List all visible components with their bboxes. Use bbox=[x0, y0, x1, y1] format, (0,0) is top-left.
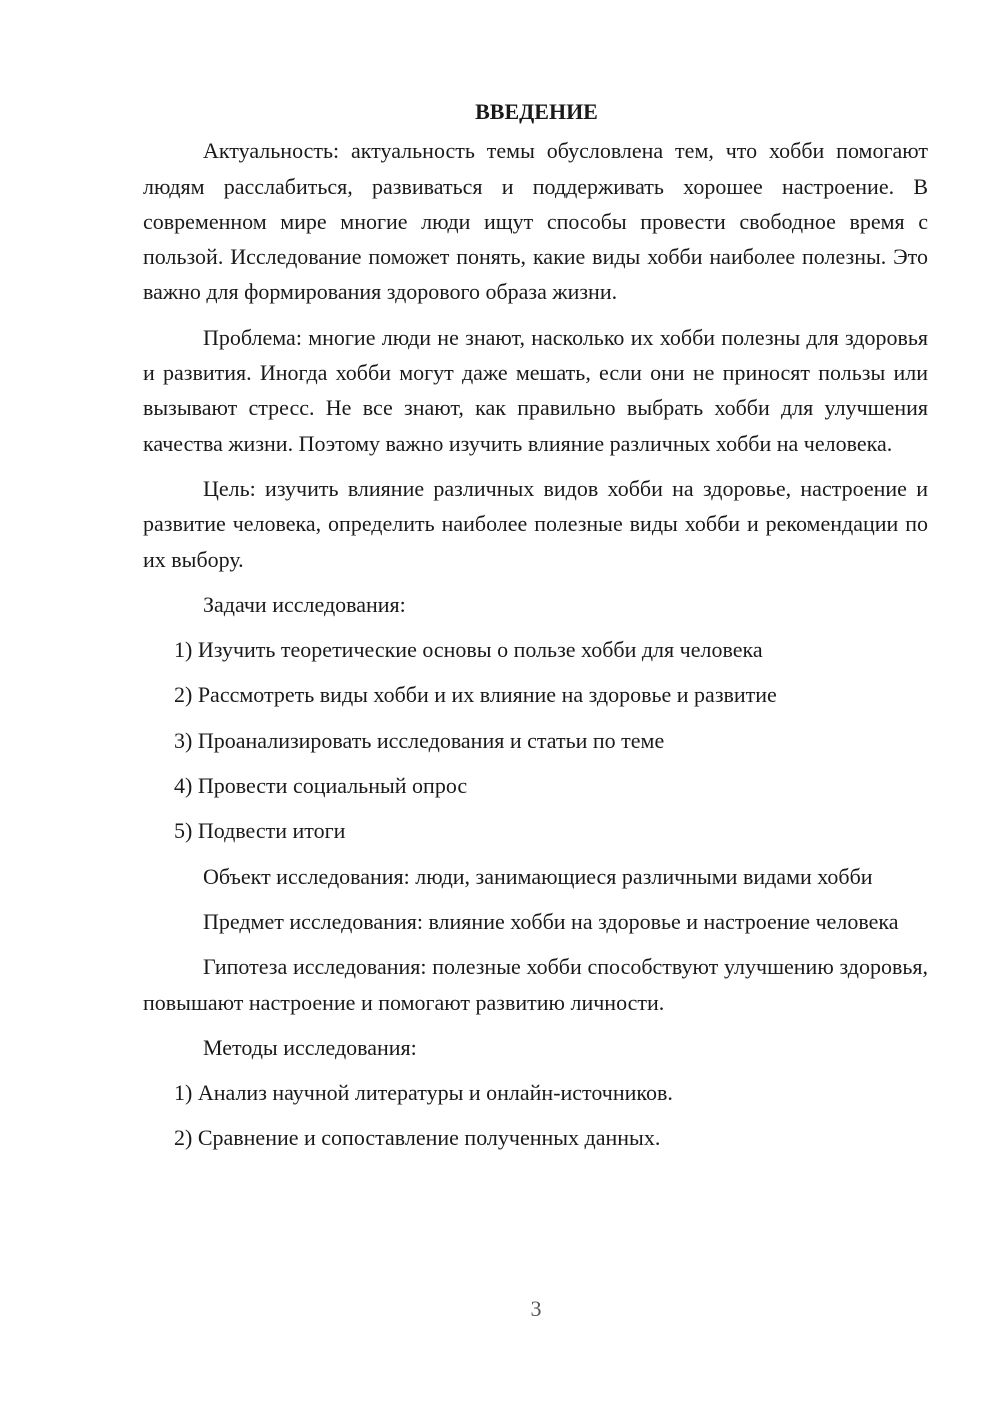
problem-paragraph: Проблема: многие люди не знают, насколько их хобби полезны для здоровья и развития. Иногда хобби могут даже мешать, если они не приносят пользы или вызывают стресс. Не все знают, как правильно выбрать хобби для улучшения качества жизни. Поэтому важно изучить влияние различных хобби на человека. bbox=[143, 324, 928, 456]
task-item: 1) Изучить теоретические основы о пользе хобби для человека bbox=[174, 637, 763, 663]
document-page bbox=[143, 94, 928, 1166]
hypothesis-paragraph: Гипотеза исследования: полезные хобби способствуют улучшению здоровья, повышают настроение и помогают развитию личности. bbox=[143, 954, 928, 1015]
task-item: 4) Провести социальный опрос bbox=[174, 773, 468, 799]
task-item: 3) Проанализировать исследования и статьи по теме bbox=[174, 727, 665, 753]
tasks-heading: Задачи исследования: bbox=[203, 591, 406, 617]
task-item: 2) Рассмотреть виды хобби и их влияние на здоровье и развитие bbox=[174, 682, 777, 708]
methods-heading: Методы исследования: bbox=[203, 1034, 417, 1060]
page-number: 3 bbox=[530, 1296, 542, 1321]
task-item: 5) Подвести итоги bbox=[174, 818, 346, 844]
method-item: 1) Анализ научной литературы и онлайн-источников. bbox=[174, 1080, 673, 1106]
goal-paragraph: Цель: изучить влияние различных видов хобби на здоровье, настроение и развитие человека, определить наиболее полезные виды хобби и рекомендации по их выбору. bbox=[143, 475, 928, 572]
method-item: 2) Сравнение и сопоставление полученных данных. bbox=[174, 1125, 661, 1151]
section-title: ВВЕДЕНИЕ bbox=[475, 99, 598, 124]
object-paragraph: Объект исследования: люди, занимающиеся различными видами хобби bbox=[203, 863, 873, 889]
subject-paragraph: Предмет исследования: влияние хобби на здоровье и настроение человека bbox=[203, 908, 899, 934]
relevance-paragraph: Актуальность: актуальность темы обусловлена тем, что хобби помогают людям расслабиться, развиваться и поддерживать хорошее настроение. В современном мире многие люди ищут способы провести свободное время с пользой. Исследование поможет понять, какие виды хобби наиболее полезны. Это важно для формирования здорового образа жизни. bbox=[143, 138, 928, 305]
